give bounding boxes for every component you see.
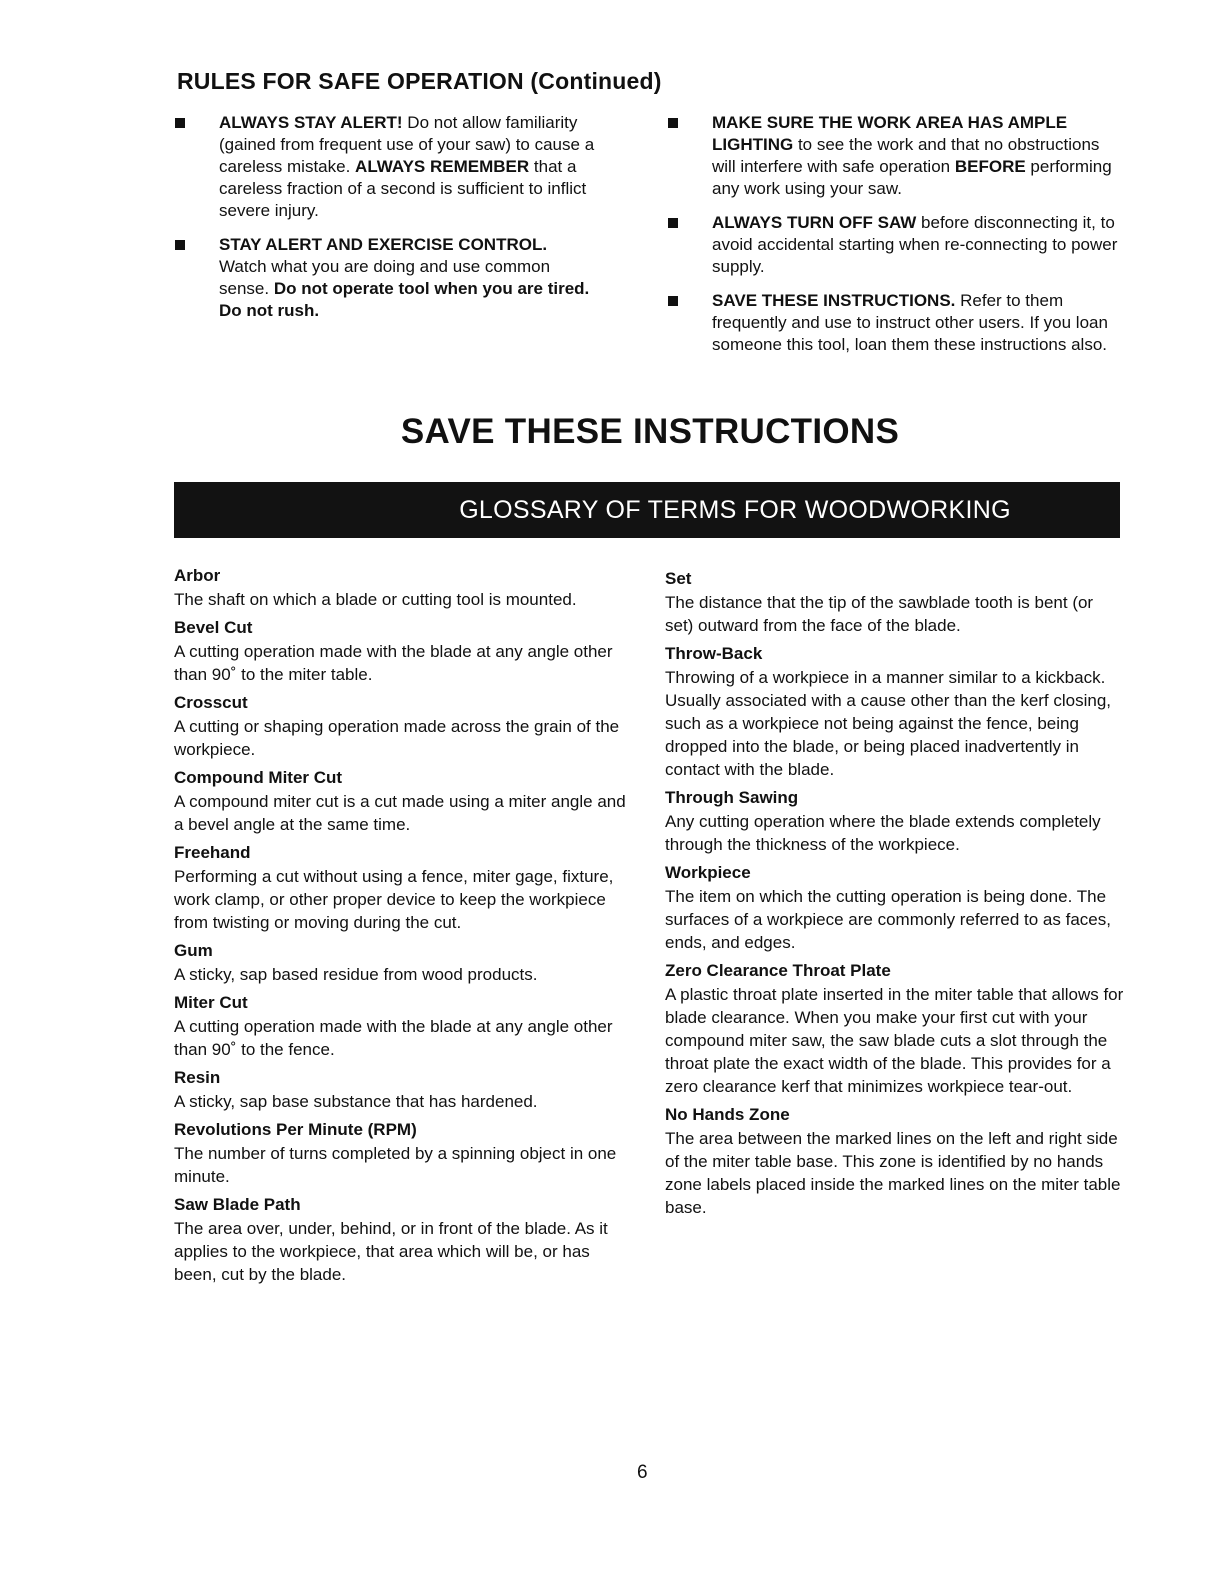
rule-text-secondary: that a careless fraction of a second is sufficient to inflict severe injury. bbox=[219, 157, 587, 220]
glossary-term: Arbor bbox=[174, 566, 221, 585]
glossary-entry bbox=[174, 991, 634, 1061]
glossary-entry bbox=[174, 691, 634, 761]
glossary-title: GLOSSARY OF TERMS FOR WOODWORKING bbox=[459, 495, 1011, 524]
rule-lead-secondary: ALWAYS REMEMBER bbox=[355, 157, 530, 176]
glossary-definition: The distance that the tip of the sawblade tooth is bent (or set) outward from the face of the blade. bbox=[665, 593, 1094, 635]
glossary-definition: A sticky, sap base substance that has hardened. bbox=[174, 1092, 538, 1111]
glossary-definition: A cutting or shaping operation made across the grain of the workpiece. bbox=[174, 717, 620, 759]
rule-text: Refer to them frequently and use to instruct other users. If you loan someone this tool, loan them these instructions also. bbox=[712, 291, 1108, 354]
rule-item bbox=[668, 290, 1126, 356]
glossary-term: Workpiece bbox=[665, 863, 751, 882]
save-instructions-heading: SAVE THESE INSTRUCTIONS bbox=[400, 412, 900, 451]
rule-item bbox=[668, 112, 1126, 200]
glossary-left-column bbox=[174, 564, 634, 1291]
glossary-term: Compound Miter Cut bbox=[174, 768, 343, 787]
glossary-title-bar bbox=[174, 482, 1120, 538]
glossary-definition: Performing a cut without using a fence, miter gage, fixture, work clamp, or other proper device to keep the workpiece from twisting or moving during the cut. bbox=[174, 867, 614, 932]
glossary-term: Crosscut bbox=[174, 693, 248, 712]
square-bullet-icon bbox=[668, 296, 678, 306]
glossary-term: Set bbox=[665, 569, 692, 588]
section-title: RULES FOR SAFE OPERATION (Continued) bbox=[177, 68, 662, 94]
rule-text: before disconnecting it, to avoid accidental starting when re-connecting to power supply. bbox=[712, 213, 1118, 276]
rule-text: Watch what you are doing and use common sense. bbox=[219, 257, 551, 298]
glossary-definition: The number of turns completed by a spinning object in one minute. bbox=[174, 1144, 617, 1186]
rules-right-column bbox=[668, 112, 1126, 368]
glossary-entry bbox=[174, 616, 634, 686]
glossary-entry bbox=[665, 642, 1125, 781]
glossary-entry bbox=[665, 786, 1125, 856]
glossary-entry bbox=[174, 1118, 634, 1188]
glossary-term: Freehand bbox=[174, 843, 251, 862]
glossary-term: Bevel Cut bbox=[174, 618, 253, 637]
glossary-right-column bbox=[665, 567, 1125, 1224]
rule-text: to see the work and that no obstructions will interfere with safe operation bbox=[712, 135, 1100, 176]
glossary-term: Through Sawing bbox=[665, 788, 799, 807]
glossary-entry bbox=[174, 564, 634, 611]
rule-item bbox=[175, 112, 595, 222]
rule-lead-secondary: BEFORE bbox=[954, 157, 1026, 176]
glossary-definition: A cutting operation made with the blade at any angle other than 90˚ to the fence. bbox=[174, 1017, 613, 1059]
square-bullet-icon bbox=[175, 118, 185, 128]
glossary-definition: A compound miter cut is a cut made using a miter angle and a bevel angle at the same time. bbox=[174, 792, 626, 834]
square-bullet-icon bbox=[668, 218, 678, 228]
square-bullet-icon bbox=[668, 118, 678, 128]
glossary-entry bbox=[174, 1193, 634, 1286]
glossary-definition: The area between the marked lines on the left and right side of the miter table base. This zone is identified by no hands zone labels placed inside the marked lines on the miter table base. bbox=[665, 1129, 1121, 1217]
rule-text-secondary: performing any work using your saw. bbox=[712, 157, 1112, 198]
glossary-term: Zero Clearance Throat Plate bbox=[665, 961, 891, 980]
rule-text: Do not allow familiarity (gained from frequent use of your saw) to cause a careless mistake. bbox=[219, 113, 595, 176]
glossary-term: Miter Cut bbox=[174, 993, 248, 1012]
rule-item bbox=[175, 234, 595, 322]
glossary-term: Resin bbox=[174, 1068, 221, 1087]
glossary-entry bbox=[174, 1066, 634, 1113]
glossary-definition: The area over, under, behind, or in front of the blade. As it applies to the workpiece, that area which will be, or has been, cut by the blade. bbox=[174, 1219, 608, 1284]
glossary-entry bbox=[665, 861, 1125, 954]
glossary-entry bbox=[174, 939, 634, 986]
glossary-definition: The item on which the cutting operation is being done. The surfaces of a workpiece are commonly referred to as faces, ends, and edges. bbox=[665, 887, 1111, 952]
glossary-term: Saw Blade Path bbox=[174, 1195, 301, 1214]
glossary-definition: A plastic throat plate inserted in the miter table that allows for blade clearance. When you make your first cut with your compound miter saw, the saw blade cuts a slot through the throat plate the exact width of the blade. This provides for a zero clearance kerf that minimizes workpiece tear-out. bbox=[665, 985, 1124, 1096]
glossary-entry bbox=[665, 1103, 1125, 1219]
glossary-entry bbox=[174, 766, 634, 836]
rule-lead: ALWAYS STAY ALERT! bbox=[219, 113, 403, 132]
glossary-definition: Any cutting operation where the blade extends completely through the thickness of the workpiece. bbox=[665, 812, 1101, 854]
glossary-term: Throw-Back bbox=[665, 644, 763, 663]
glossary-entry bbox=[665, 567, 1125, 637]
glossary-term: No Hands Zone bbox=[665, 1105, 790, 1124]
glossary-definition: A cutting operation made with the blade at any angle other than 90˚ to the miter table. bbox=[174, 642, 613, 684]
rule-lead: ALWAYS TURN OFF SAW bbox=[712, 213, 917, 232]
rule-lead: SAVE THESE INSTRUCTIONS. bbox=[712, 291, 956, 310]
rule-lead: MAKE SURE THE WORK AREA HAS AMPLE LIGHTING bbox=[712, 113, 1068, 154]
rule-lead-secondary: Do not operate tool when you are tired. Do not rush. bbox=[219, 279, 590, 320]
glossary-definition: A sticky, sap based residue from wood products. bbox=[174, 965, 538, 984]
rule-item bbox=[668, 212, 1126, 278]
glossary-term: Revolutions Per Minute (RPM) bbox=[174, 1120, 417, 1139]
glossary-entry bbox=[174, 841, 634, 934]
glossary-term: Gum bbox=[174, 941, 213, 960]
rule-lead: STAY ALERT AND EXERCISE CONTROL. bbox=[219, 235, 548, 254]
square-bullet-icon bbox=[175, 240, 185, 250]
glossary-entry bbox=[665, 959, 1125, 1098]
page-number: 6 bbox=[637, 1462, 648, 1483]
glossary-definition: The shaft on which a blade or cutting tool is mounted. bbox=[174, 590, 577, 609]
glossary-definition: Throwing of a workpiece in a manner similar to a kickback. Usually associated with a cause other than the kerf closing, such as a workpiece not being against the fence, being dropped into the blade, or being placed inadvertently in contact with the blade. bbox=[665, 668, 1112, 779]
rules-left-column bbox=[175, 112, 595, 334]
